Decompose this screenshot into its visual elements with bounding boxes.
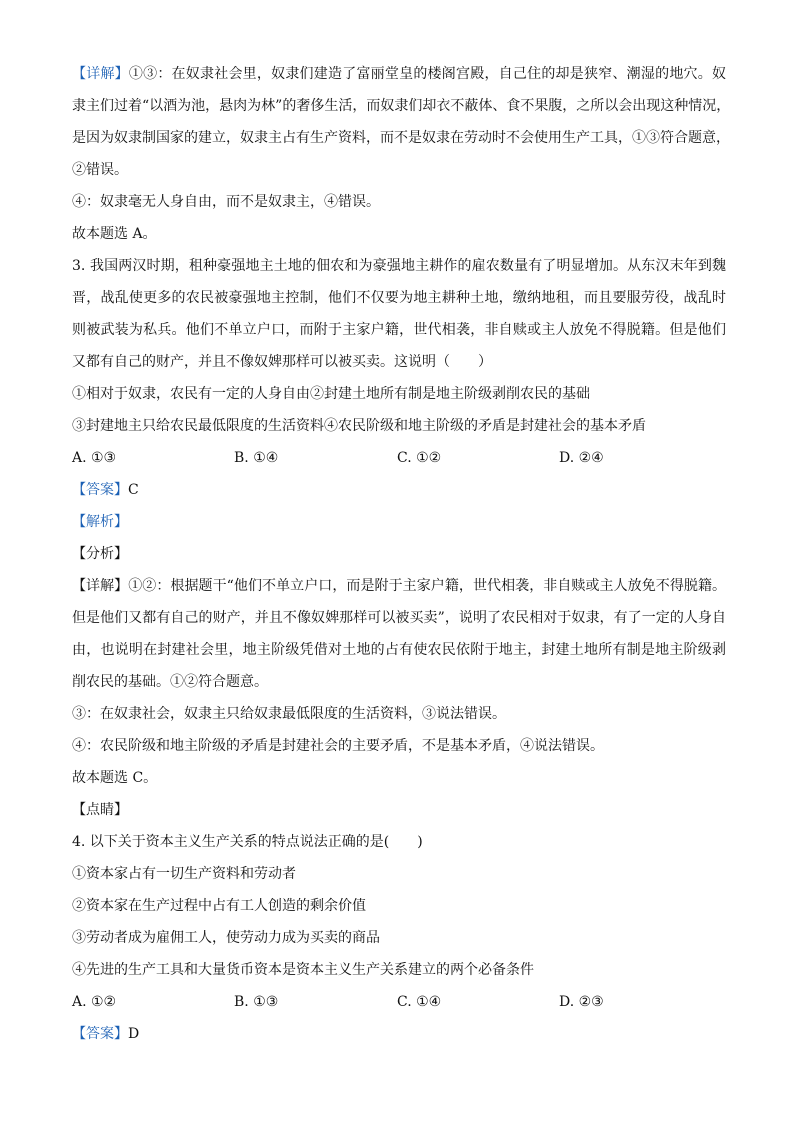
q3-statements-2: ③封建地主只给农民最低限度的生活资料④农民阶级和地主阶级的矛盾是封建社会的基本矛盾 bbox=[72, 418, 646, 434]
detail-tag: 【详解】 bbox=[72, 66, 129, 82]
q3-conclusion: 故本题选 C。 bbox=[72, 770, 158, 786]
q4-option-a: A. ①② bbox=[72, 994, 117, 1010]
q4-statement-2: ②资本家在生产过程中占有工人创造的剩余价值 bbox=[72, 898, 366, 914]
q4-option-c: C. ①④ bbox=[397, 994, 442, 1010]
q2-conclusion: 故本题选 A。 bbox=[72, 226, 157, 242]
answer-tag: 【答案】 bbox=[72, 1026, 128, 1042]
q2-detail-line-2: 隶主们过着“以酒为池，悬肉为林”的奢侈生活，而奴隶们却衣不蔽体、食不果腹，之所以会出现这种情况， bbox=[72, 98, 731, 114]
q3-detail-line-2: 但是他们又都有自己的财产，并且不像奴婢那样可以被买卖”，说明了农民相对于奴隶，有了一定的人身自 bbox=[72, 610, 726, 626]
q3-point-4: ④：农民阶级和地主阶级的矛盾是封建社会的主要矛盾，不是基本矛盾，④说法错误。 bbox=[72, 738, 604, 754]
q3-stem-line-3: 则被武装为私兵。他们不单立户口，而附于主家户籍，世代相袭，非自赎或主人放免不得脱籍。但是他们 bbox=[72, 322, 726, 338]
q4-answer bbox=[72, 1024, 726, 1044]
q3-detail-line-3: 由，也说明在封建社会里，地主阶级凭借对土地的占有使农民依附于地主，封建土地所有制是地主阶级剥 bbox=[72, 642, 726, 658]
q3-dianjing-tag: 【点睛】 bbox=[72, 802, 128, 818]
q3-option-d: D. ②④ bbox=[559, 450, 604, 466]
q2-detail-line-1: 【详解】①③：在奴隶社会里，奴隶们建造了富丽堂皇的楼阁宫殿，自己住的却是狭窄、潮湿的地穴。奴 bbox=[72, 66, 726, 82]
q4-stem: 4. 以下关于资本主义生产关系的特点说法正确的是( ) bbox=[72, 834, 423, 850]
q3-stem-line-2: 晋，战乱使更多的农民被豪强地主控制，他们不仅要为地主耕种土地，缴纳地租，而且要服劳役，战乱时 bbox=[72, 290, 726, 306]
answer-value: C bbox=[128, 482, 139, 498]
q4-statement-3: ③劳动者成为雇佣工人，使劳动力成为买卖的商品 bbox=[72, 930, 380, 946]
q3-stem-line-4: 又都有自己的财产，并且不像奴婢那样可以被买卖。这说明（ ） bbox=[72, 354, 492, 370]
q4-option-d: D. ②③ bbox=[559, 994, 604, 1010]
q3-answer bbox=[72, 480, 726, 500]
q3-option-a: A. ①③ bbox=[72, 450, 117, 466]
q3-detail-line-1: 【详解】①②：根据题干“他们不单立户口，而是附于主家户籍，世代相袭，非自赎或主人放免不得脱籍。 bbox=[72, 578, 727, 594]
q4-statement-4: ④先进的生产工具和大量货币资本是资本主义生产关系建立的两个必备条件 bbox=[72, 962, 534, 978]
q3-stem-line-1: 3. 我国两汉时期，租种豪强地主土地的佃农和为豪强地主耕作的雇农数量有了明显增加。从东汉末年到魏 bbox=[72, 258, 726, 274]
q3-statements-1: ①相对于奴隶，农民有一定的人身自由②封建土地所有制是地主阶级剥削农民的基础 bbox=[72, 386, 590, 402]
q2-detail-line-3: 是因为奴隶制国家的建立，奴隶主占有生产资料，而不是奴隶在劳动时不会使用生产工具，①③符合题意， bbox=[72, 130, 730, 146]
detail-tag: 【详解】 bbox=[72, 578, 129, 594]
answer-value: D bbox=[128, 1026, 140, 1042]
answer-tag: 【答案】 bbox=[72, 482, 128, 498]
q3-detail-line-4: 削农民的基础。①②符合题意。 bbox=[72, 674, 268, 690]
q2-detail-line-4: ②错误。 bbox=[72, 162, 128, 178]
q4-option-b: B. ①③ bbox=[234, 994, 279, 1010]
q3-point-3: ③：在奴隶社会，奴隶主只给奴隶最低限度的生活资料，③说法错误。 bbox=[72, 706, 506, 722]
q3-option-c: C. ①② bbox=[397, 450, 442, 466]
q3-analysis-tag: 【解析】 bbox=[72, 514, 128, 530]
q3-option-b: B. ①④ bbox=[234, 450, 279, 466]
q4-statement-1: ①资本家占有一切生产资料和劳动者 bbox=[72, 866, 296, 882]
q2-point-4: ④：奴隶毫无人身自由，而不是奴隶主，④错误。 bbox=[72, 194, 380, 210]
q3-fenxi-tag: 【分析】 bbox=[72, 546, 128, 562]
